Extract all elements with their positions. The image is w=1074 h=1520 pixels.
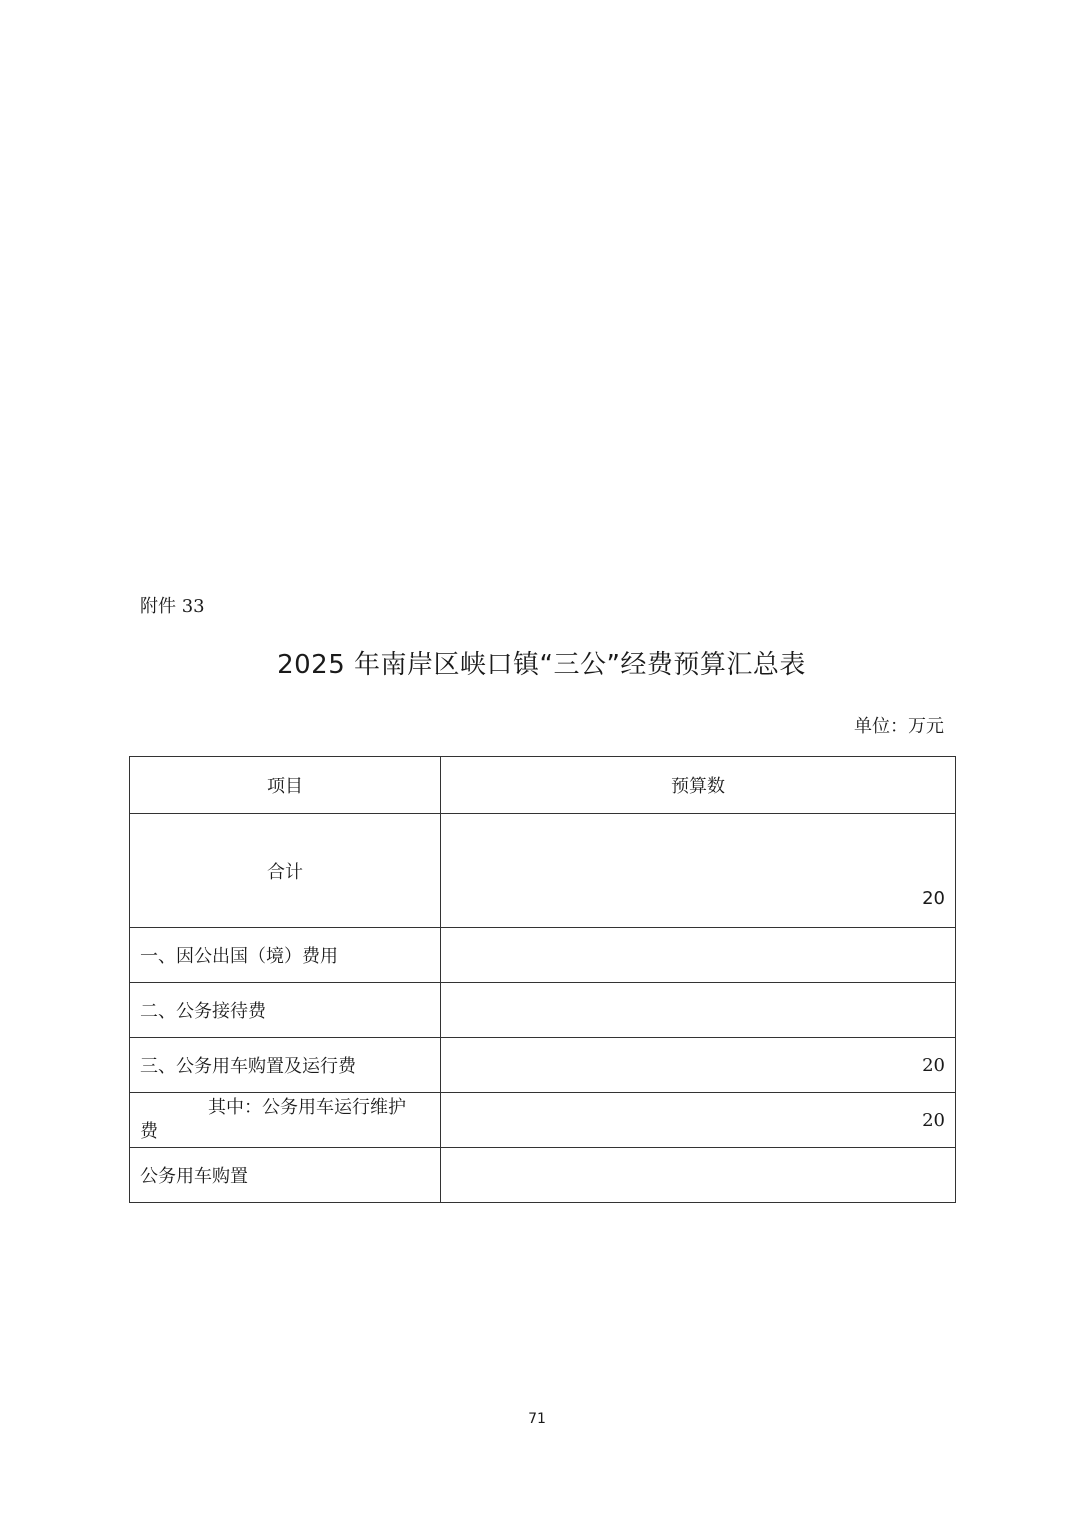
- row-label-overseas: 一、因公出国（境）费用: [130, 928, 441, 983]
- attachment-label: 附件 33: [140, 596, 205, 617]
- table-row: [130, 1148, 956, 1203]
- header-item: 项目: [130, 757, 441, 814]
- table-row: [130, 1038, 956, 1093]
- row-label-vehicle-purchase: 公务用车购置: [130, 1148, 441, 1203]
- row-value-vehicle: 20: [441, 1038, 956, 1093]
- row-label-vehicle-maintenance: [130, 1093, 441, 1148]
- total-value: 20: [441, 814, 956, 928]
- table-header-row: [130, 757, 956, 814]
- budget-table: [129, 756, 956, 1203]
- row-label-reception: 二、公务接待费: [130, 983, 441, 1038]
- table-row: [130, 1093, 956, 1148]
- header-budget: 预算数: [441, 757, 956, 814]
- table-row: [130, 983, 956, 1038]
- unit-label: 单位：万元: [854, 716, 944, 737]
- row-value-reception: [441, 983, 956, 1038]
- page-number: 71: [528, 1411, 546, 1427]
- row-label-line1: 其中：公务用车运行维护: [208, 1097, 406, 1118]
- total-label: 合计: [130, 814, 441, 928]
- row-value-vehicle-maintenance: 20: [441, 1093, 956, 1148]
- row-value-vehicle-purchase: [441, 1148, 956, 1203]
- row-label-vehicle: 三、公务用车购置及运行费: [130, 1038, 441, 1093]
- document-title: 2025 年南岸区峡口镇“三公”经费预算汇总表: [277, 650, 806, 680]
- total-row: [130, 814, 956, 928]
- row-label-line2: 费: [140, 1121, 158, 1142]
- row-value-overseas: [441, 928, 956, 983]
- table-row: [130, 928, 956, 983]
